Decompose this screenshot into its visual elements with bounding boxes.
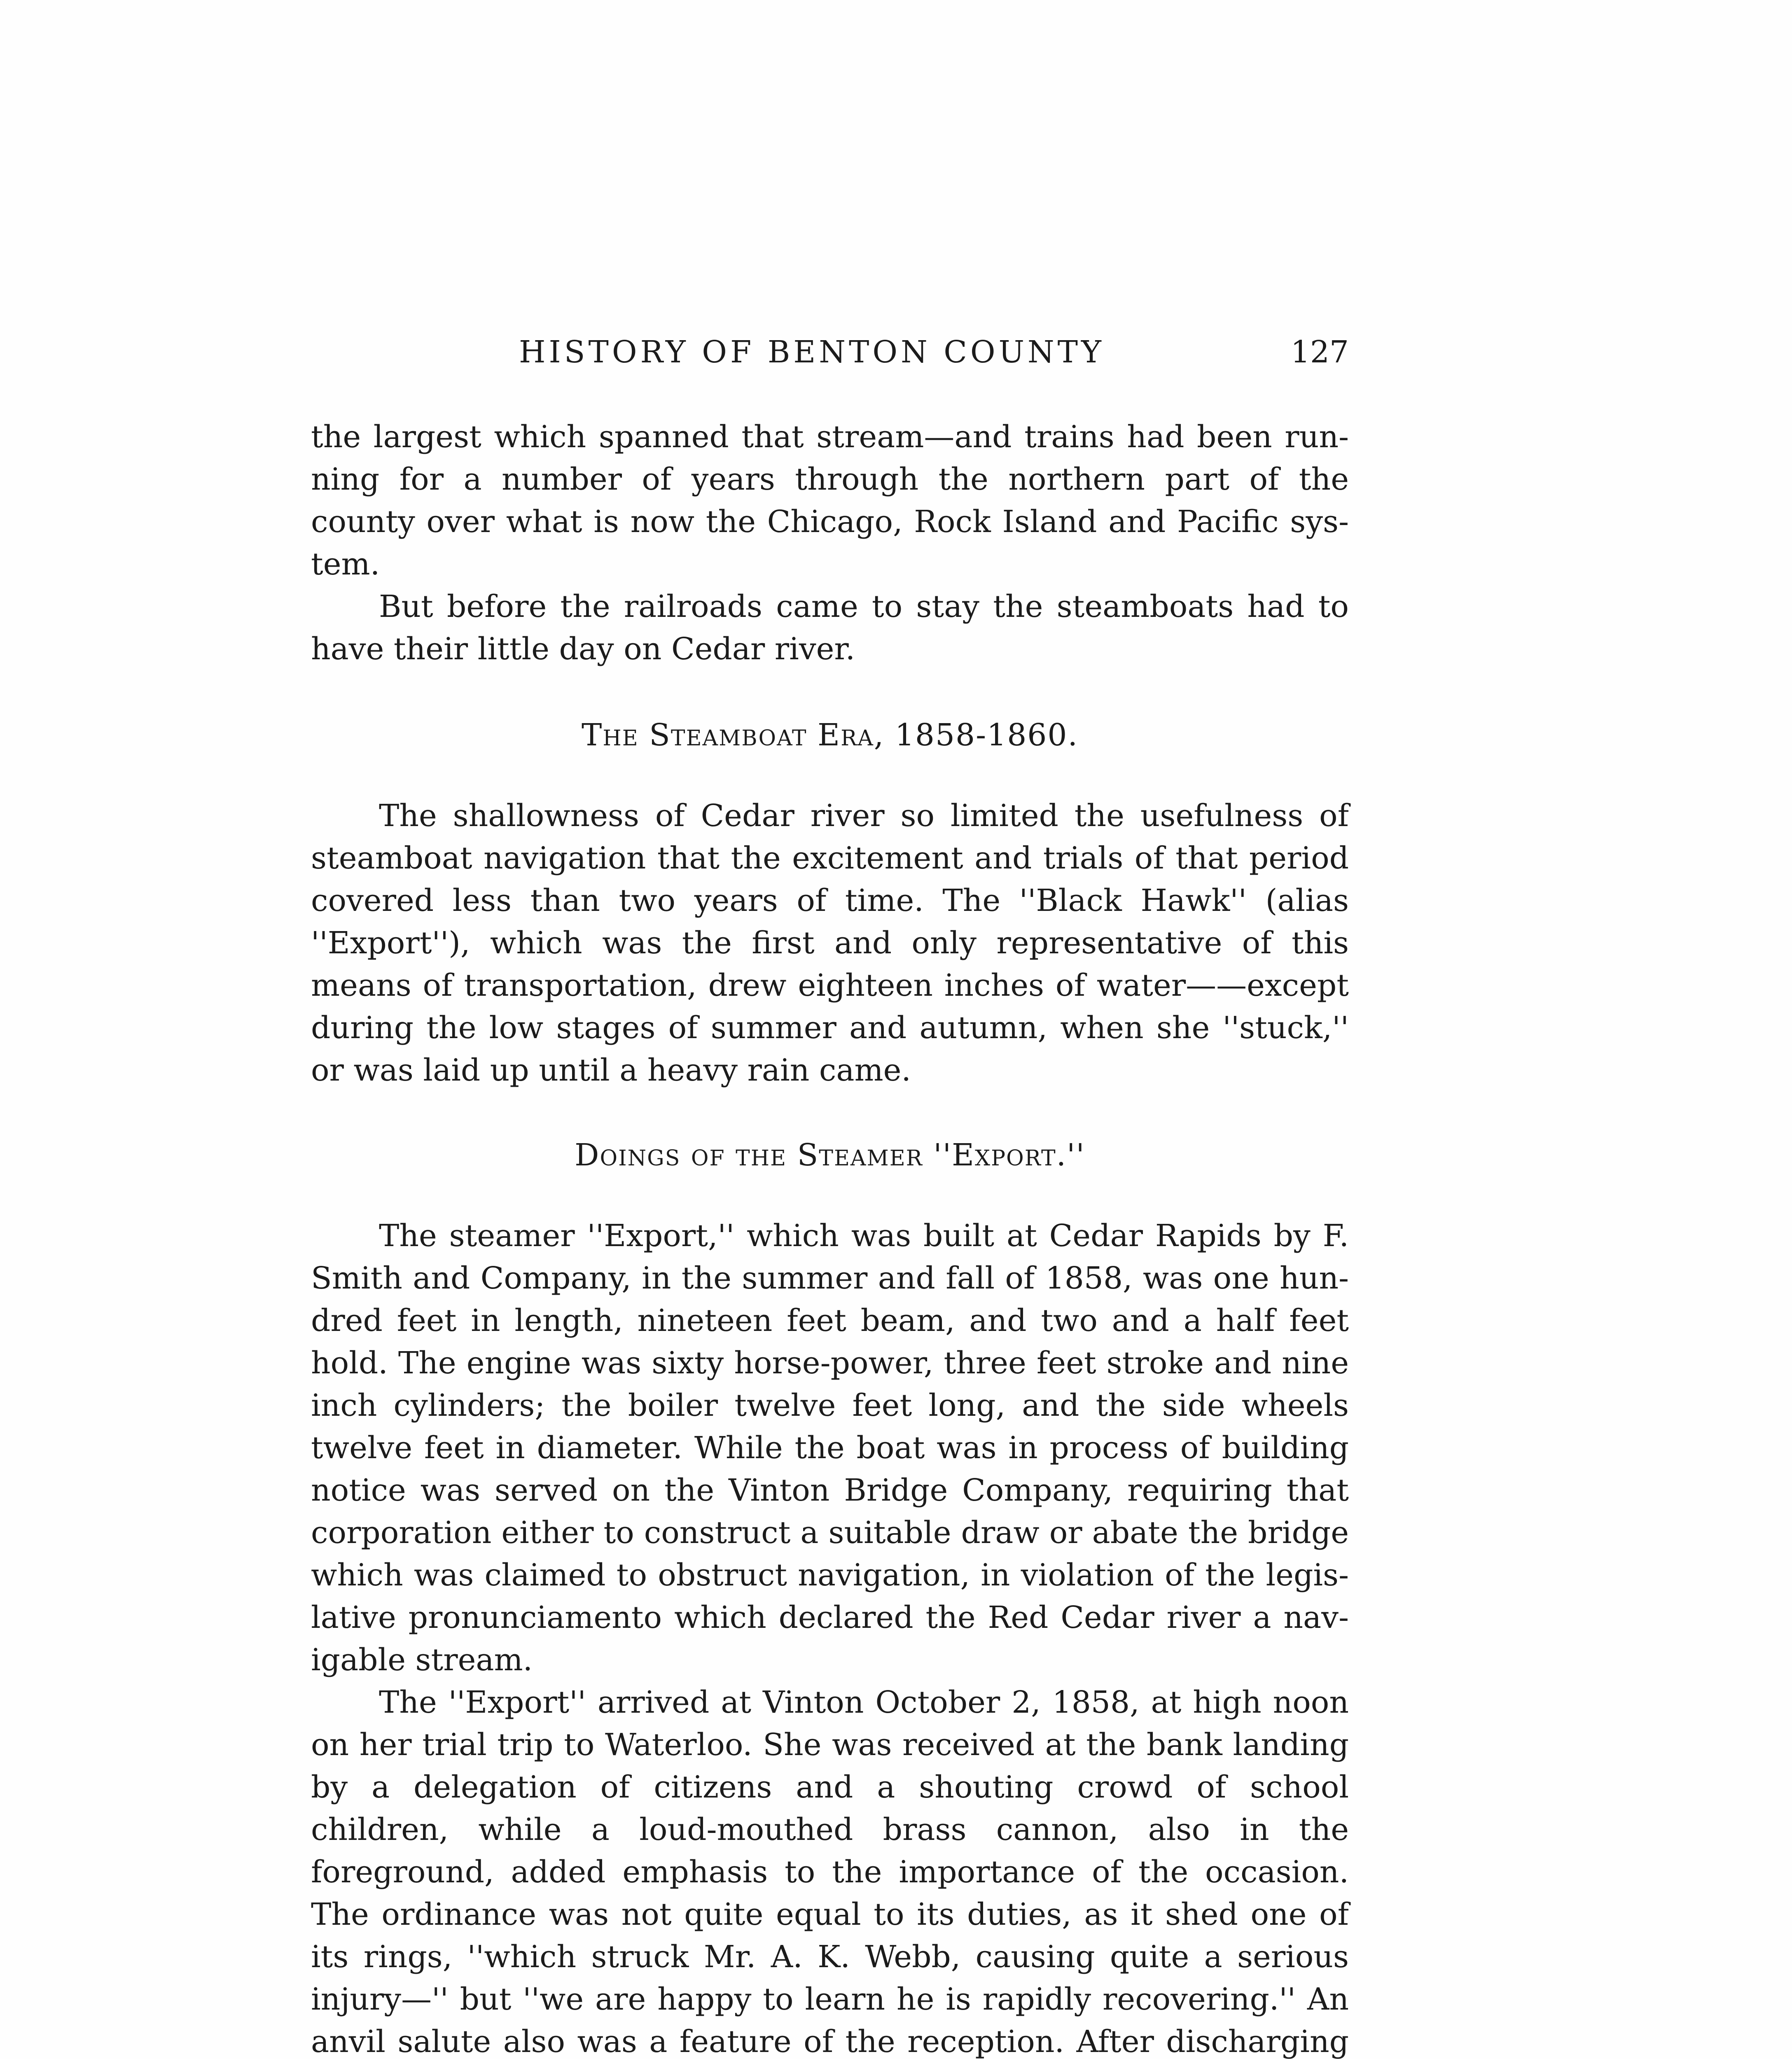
running-head — [311, 329, 1349, 375]
running-title: HISTORY OF BENTON COUNTY — [519, 334, 1105, 370]
paragraph-steamboats-day: But before the railroads came to stay the steamboats had to have their little day on Cedar river. — [311, 589, 1349, 667]
opening-text-block — [311, 416, 1349, 670]
paragraph-railroads: the largest which spanned that stream—and trains had been running for a number of years through the northern part of the county over what is now the Chicago, Rock Island and Pacific system. — [311, 419, 1349, 582]
section-heading-doings-of-export: Doings of the Steamer ''Export.'' — [575, 1137, 1085, 1173]
steamboat-era-text-block — [311, 795, 1349, 1092]
paragraph-export-arrival: The ''Export'' arrived at Vinton October 2, 1858, at high noon on her trial trip to Waterloo. She was received at the bank landing by a delegation of citizens and a shouting crowd of school children, while a loud-mouthed brass cannon, also in the foreground, added emphasis to the importance of the occasion. The ordinance was not quite equal to its duties, as it shed one of its rings, ''which struck Mr. A. K. Webb, causing quite a serious injury—'' but ''we are happy to learn he is rapidly recovering.'' An anvil salute also was a feature of the reception. After discharging — [311, 1685, 1349, 2059]
page-number: 127 — [1290, 334, 1349, 370]
paragraph-shallowness: The shallowness of Cedar river so limited the usefulness of steamboat navigation that the excitement and trials of that period covered less than two years of time. The ''Black Hawk'' (alias ''Export''), which was the first and only representative of this means of transportation, drew eighteen inches of water——except during the low stages of summer and autumn, when she ''stuck,'' or was laid up until a heavy rain came. — [311, 798, 1349, 1088]
export-text-block — [311, 1215, 1349, 2059]
paragraph-steamer-export: The steamer ''Export,'' which was built at Cedar Rapids by F. Smith and Company, in the summer and fall of 1858, was one hundred feet in length, nineteen feet beam, and two and a half feet hold. The engine was sixty horse-power, three feet stroke and nine inch cylinders; the boiler twelve feet long, and the side wheels twelve feet in diameter. While the boat was in process of building notice was served on the Vinton Bridge Company, requiring that corporation either to construct a suitable draw or abate the bridge which was claimed to obstruct navigation, in violation of the legislative pronunciamento which declared the Red Cedar river a navigable stream. — [311, 1218, 1349, 1678]
section-heading-steamboat-era: The Steamboat Era, 1858-1860. — [582, 717, 1078, 753]
